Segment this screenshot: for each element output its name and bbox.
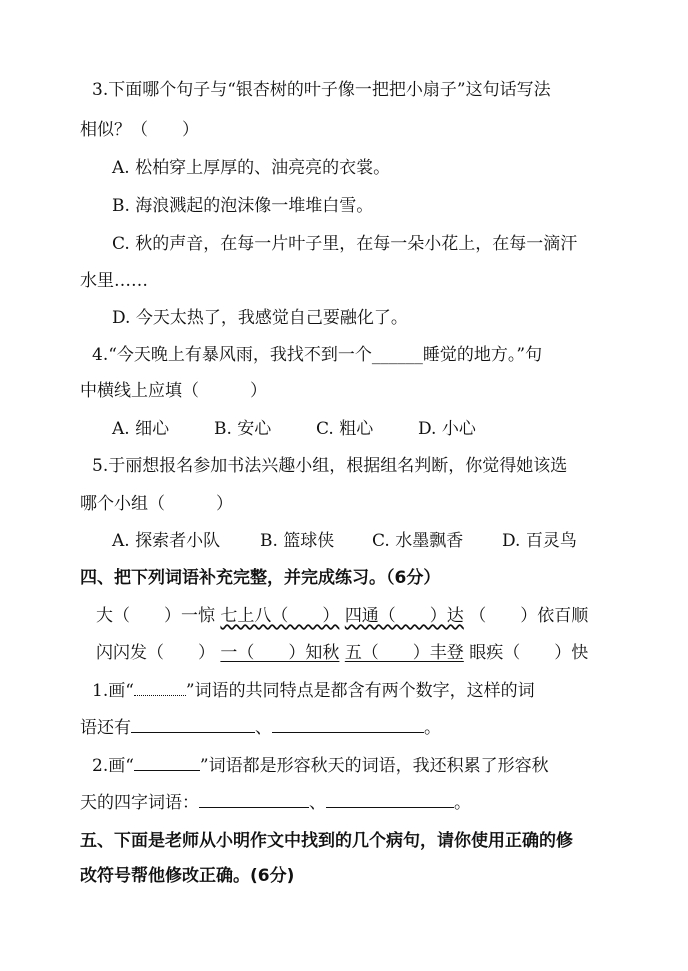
q5-option-b: B. 篮球侠 (260, 531, 335, 551)
q5-stem-line2: 哪个小组（ ） (80, 494, 233, 514)
ex2-end: 。 (454, 793, 471, 813)
q3-option-a: A. 松柏穿上厚厚的、油亮亮的衣裳。 (112, 158, 391, 178)
q3-option-c-line2: 水里…… (80, 271, 148, 291)
q3-option-b: B. 海浪溅起的泡沫像一堆堆白雪。 (112, 196, 374, 216)
q5-stem-line1: 5.于丽想报名参加书法兴趣小组，根据组名判断，你觉得她该选 (92, 456, 568, 476)
word-yan-ji-shou-kuai: 眼疾（ ）快 (469, 643, 589, 663)
q4-stem-line2: 中横线上应填（ ） (80, 381, 267, 401)
ex2-lead: 天的四字词语： (80, 793, 199, 813)
q4-options (112, 419, 476, 439)
q5-option-d: D. 百灵鸟 (502, 531, 577, 551)
q4-stem-line1: 4.“今天晚上有暴风雨，我找不到一个______睡觉的地方。”句 (92, 345, 543, 365)
section4-word-row2 (96, 643, 588, 663)
q5-options (112, 531, 577, 551)
word-wu-gu-feng-deng: 五（ ）丰登 (344, 643, 464, 663)
q3-stem-line2: 相似？（ ） (80, 120, 199, 140)
section4-word-row1 (96, 606, 588, 626)
q4-option-d: D. 小心 (418, 419, 476, 439)
answer-blank-2[interactable] (272, 718, 424, 733)
q3-option-c-line1: C. 秋的声音，在每一片叶子里，在每一朵小花上，在每一滴汗 (112, 234, 578, 254)
word-yi-ye-zhi-qiu: 一（ ）知秋 (220, 643, 340, 663)
section4-exercise2-line1 (92, 756, 549, 776)
q3-stem-line1: 3.下面哪个句子与“银杏树的叶子像一把把小扇子”这句话写法 (92, 80, 551, 100)
straight-line-sample (134, 756, 200, 771)
ex2-prefix: 2.画“ (92, 756, 134, 776)
word-bai-yi-bai-shun: （ ）依百顺 (469, 606, 589, 626)
q4-option-c: C. 粗心 (316, 419, 374, 439)
section4-exercise1-line1 (92, 681, 535, 701)
answer-blank-3[interactable] (199, 793, 309, 808)
q5-option-a: A. 探索者小队 (112, 531, 221, 551)
section4-title: 四、把下列词语补充完整，并完成练习。（6分） (80, 568, 441, 588)
q3-option-d: D. 今天太热了，我感觉自己要融化了。 (112, 308, 408, 328)
word-si-tong-ba-da: 四通（ ）达 (344, 606, 464, 626)
answer-blank-1[interactable] (131, 718, 255, 733)
ex1-separator: 、 (255, 718, 272, 738)
q4-option-a: A. 细心 (112, 419, 170, 439)
answer-blank-4[interactable] (326, 793, 454, 808)
section5-title-line2: 改符号帮他修改正确。(6分) (80, 866, 295, 886)
ex2-text: ”词语都是形容秋天的词语，我还积累了形容秋 (199, 756, 549, 776)
word-qi-shang-ba-xia: 七上八（ ） (220, 606, 340, 626)
q4-option-b: B. 安心 (214, 419, 272, 439)
word-shan-shan-fa-guang: 闪闪发（ ） (96, 643, 215, 663)
ex1-lead: 语还有 (80, 718, 131, 738)
q5-option-c: C. 水墨飘香 (372, 531, 464, 551)
word-da-yi-jing: 大（ ）一惊 (96, 606, 215, 626)
ex1-end: 。 (424, 718, 441, 738)
section4-exercise2-line2 (80, 793, 471, 813)
section4-exercise1-line2 (80, 718, 441, 738)
ex1-text: ”词语的共同特点是都含有两个数字，这样的词 (185, 681, 535, 701)
wavy-line-sample (134, 681, 186, 696)
ex2-separator: 、 (309, 793, 326, 813)
section5-title-line1: 五、下面是老师从小明作文中找到的几个病句，请你使用正确的修 (80, 831, 573, 851)
ex1-prefix: 1.画“ (92, 681, 134, 701)
